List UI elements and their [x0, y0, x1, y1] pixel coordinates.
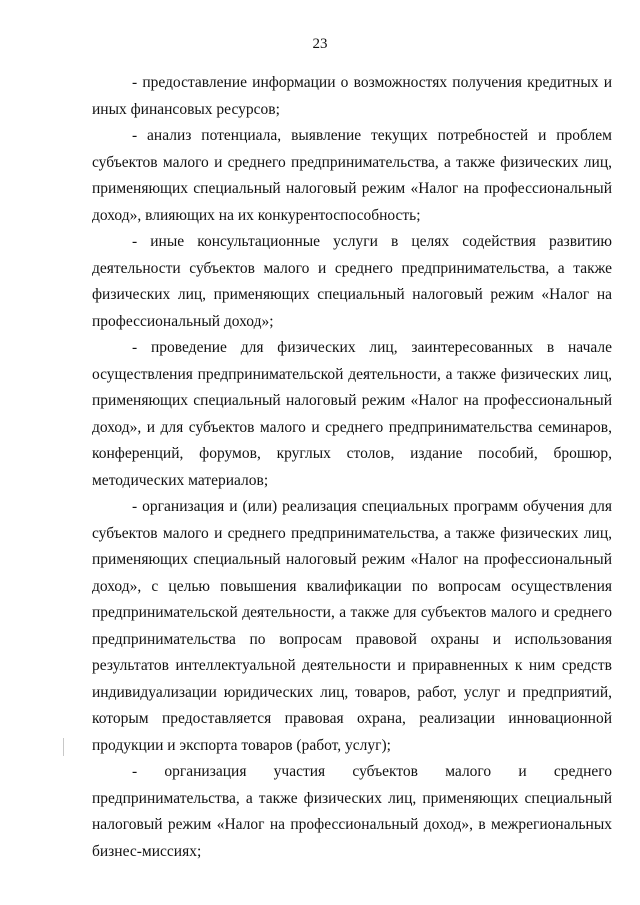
- paragraph-potential-analysis: - анализ потенциала, выявление текущих потребностей и проблем субъектов малого и среднего предпринимательства, а также физических лиц, применяющих специальный налоговый режим «Налог на профессиональный доход», влияющих на их конкурентоспособность;: [92, 127, 612, 224]
- paragraph-business-missions: - организация участия субъектов малого и среднего предпринимательства, а также физических лиц, применяющих специальный налоговый режим «Налог на профессиональный доход», в межрегиональных бизнес-миссиях;: [92, 763, 612, 860]
- paragraph-training-programs: - организация и (или) реализация специальных программ обучения для субъектов малого и среднего предпринимательства, а также физических лиц, применяющих специальный налоговый режим «Налог на профессиональный доход», с целью повышения квалификации по вопросам осуществления предпринимательской деятельности, а также для субъектов малого и среднего предпринимательства по вопросам правовой охраны и использования результатов интеллектуальной деятельности и приравненных к ним средств индивидуализации юридических лиц, товаров, работ, услуг и предприятий, которым предоставляется правовая охрана, реализации инновационной продукции и экспорта товаров (работ, услуг);: [92, 498, 612, 754]
- paragraph-seminars: - проведение для физических лиц, заинтересованных в начале осуществления предпринимательской деятельности, а также физических лиц, применяющих специальный налоговый режим «Налог на профессиональный доход», и для субъектов малого и среднего предпринимательства семинаров, конференций, форумов, круглых столов, издание пособий, брошюр, методических материалов;: [92, 339, 612, 489]
- paragraph-credit-info: - предоставление информации о возможностях получения кредитных и иных финансовых ресурсов;: [92, 74, 612, 118]
- page-number: 23: [312, 36, 328, 52]
- document-body: [92, 70, 612, 865]
- paragraph-consulting-services: - иные консультационные услуги в целях содействия развитию деятельности субъектов малого и среднего предпринимательства, а также физических лиц, применяющих специальный налоговый режим «Налог на профессиональный доход»;: [92, 233, 612, 330]
- scan-margin-mark: [63, 738, 64, 756]
